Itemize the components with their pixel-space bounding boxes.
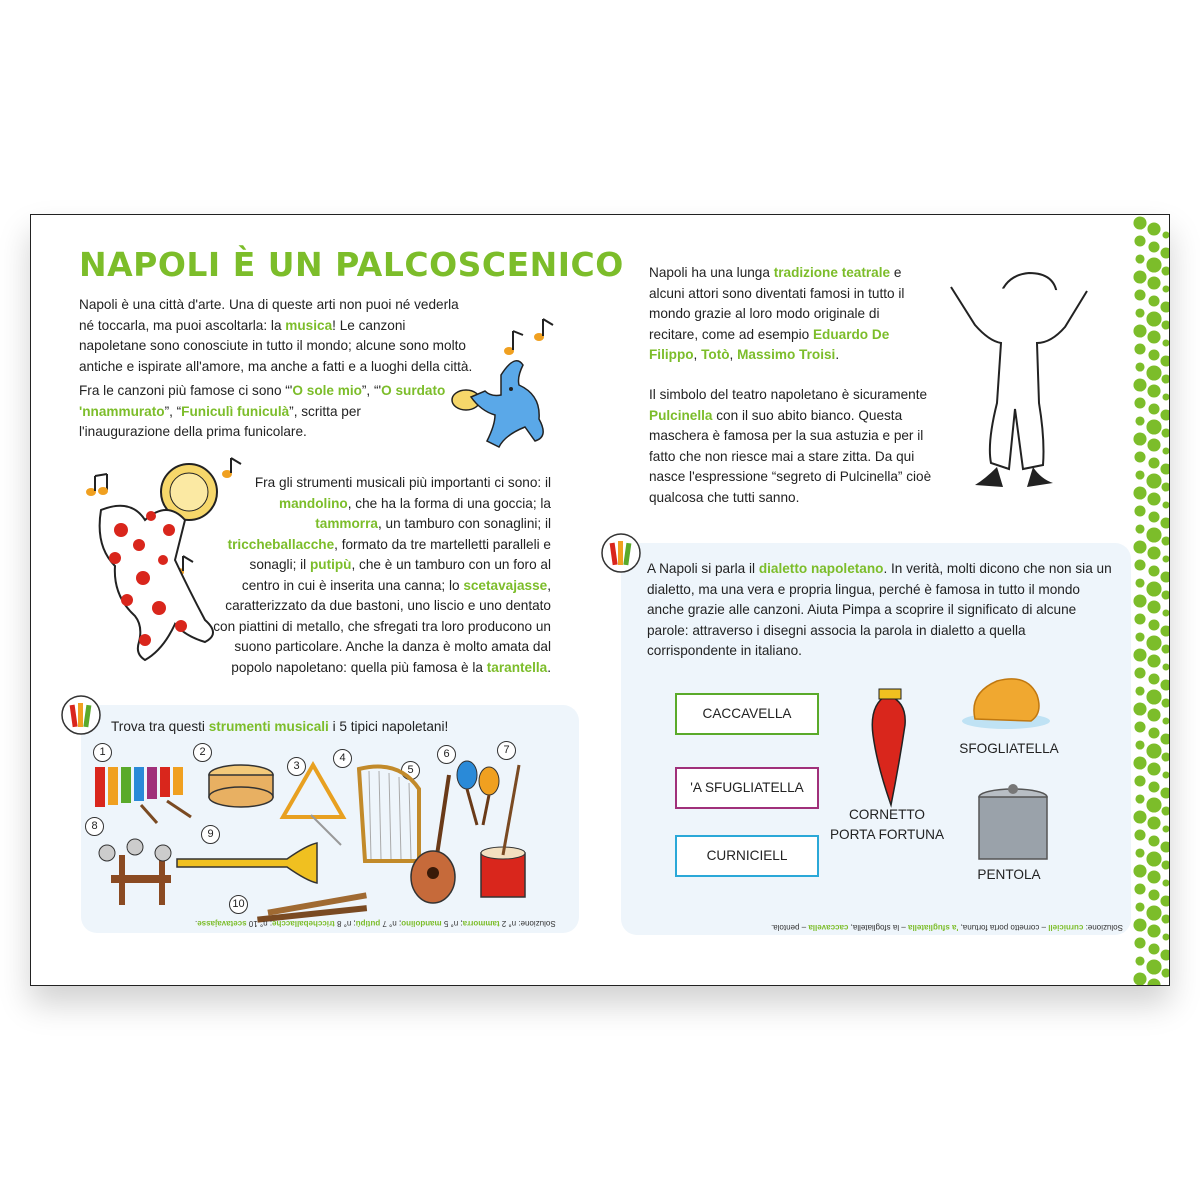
decorative-dot [1133, 972, 1146, 985]
decorative-dot [1161, 752, 1170, 761]
decorative-dot [1162, 879, 1169, 886]
pulcinella-paragraph: Il simbolo del teatro napoletano è sicuramente Pulcinella con il suo abito bianco. Questa maschera è famosa per la sua astuzia e per il fatto che non riesce mai a stare zitta. Da qui nasce l'espressione “segreto di Pulcinella” cioè qualcosa che tutti sanno. [649, 387, 932, 505]
decorative-dot [1162, 393, 1169, 400]
harp [359, 767, 419, 862]
item-number: 6 [437, 745, 456, 764]
decorative-dot [1148, 781, 1159, 792]
decorative-dot [1133, 810, 1146, 823]
item-number: 10 [229, 895, 248, 914]
decorative-dot [1162, 339, 1169, 346]
decorative-dot [1134, 829, 1145, 840]
decorative-dot [1135, 686, 1144, 695]
decorative-dot [1146, 581, 1161, 596]
trumpet [177, 843, 317, 883]
decorative-dot [1134, 775, 1145, 786]
decorative-dot [1147, 276, 1160, 289]
decorative-dot [1162, 825, 1169, 832]
decorative-dot [1160, 841, 1170, 852]
decorative-dot [1161, 320, 1170, 329]
decorative-dot [1146, 527, 1161, 542]
decorative-dot [1134, 343, 1145, 354]
decorative-dot [1146, 797, 1161, 812]
decorative-dot [1133, 270, 1146, 283]
decorative-dot [1160, 949, 1170, 960]
decorative-dot [1148, 889, 1159, 900]
decorative-dot [1146, 743, 1161, 758]
decorative-dot [1147, 708, 1160, 721]
decorative-dot [1162, 555, 1169, 562]
item-number: 4 [333, 749, 352, 768]
decorative-dot [1161, 644, 1170, 653]
item-number: 1 [93, 743, 112, 762]
decorative-dot [1134, 289, 1145, 300]
decorative-dot [1148, 727, 1159, 738]
decorative-dot [1147, 492, 1160, 505]
dialect-word-box[interactable]: CURNICIELL [675, 835, 819, 877]
decorative-dot [1147, 978, 1160, 986]
decorative-dot [1161, 590, 1170, 599]
decorative-dot [1135, 578, 1144, 587]
xylophone [95, 767, 191, 823]
decorative-dot [1147, 870, 1160, 883]
decorative-dot [1162, 285, 1169, 292]
decorative-dot [1162, 609, 1169, 616]
decorative-dot [1146, 473, 1161, 488]
decorative-dot [1161, 536, 1170, 545]
decorative-dot [1133, 324, 1146, 337]
decorative-dot [1147, 384, 1160, 397]
decorative-dot [1160, 787, 1170, 798]
decorative-dot [1162, 933, 1169, 940]
decorative-dot [1134, 559, 1145, 570]
decorative-dot [1147, 546, 1160, 559]
decorative-dot [1160, 409, 1170, 420]
item-number: 8 [85, 817, 104, 836]
decorative-dot [1161, 698, 1170, 707]
instruments-exercise-box [81, 705, 579, 933]
decorative-dot [1135, 470, 1144, 479]
decorative-dot [1146, 635, 1161, 650]
dialect-instruction: A Napoli si parla il dialetto napoletano. In verità, molti dicono che non sia un dialetto, ma una vera e propria lingua, perché è famosa in tutto il mondo anche grazie alle canzoni. Aiuta Pimpa a scoprire il significato di alcune parole: attraverso i disegni associa la parola in dialetto a quella corrispondente in italiano. [647, 561, 1112, 658]
tammorra [209, 765, 273, 807]
decorative-dot [1147, 924, 1160, 937]
decorative-dot [1146, 905, 1161, 920]
item-number: 9 [201, 825, 220, 844]
decorative-dot [1135, 362, 1144, 371]
book-spread [30, 214, 1170, 986]
decorative-dot [1146, 959, 1161, 974]
decorative-dot [1135, 254, 1144, 263]
page-title: NAPOLI È UN PALCOSCENICO [79, 245, 624, 284]
decorative-dot [1160, 517, 1170, 528]
decorative-dot [1135, 848, 1144, 857]
decorative-dot [1161, 968, 1170, 977]
decorative-dot [1135, 956, 1144, 965]
decorative-dot [1134, 505, 1145, 516]
decorative-dot [1133, 918, 1146, 931]
dialect-solution: Soluzione: curniciell – cornetto porta fortuna, 'a sfugliatella – la sfogliatella, caccavella – pentola. [771, 923, 1123, 932]
decorative-dot [1162, 771, 1169, 778]
decorative-dot [1134, 613, 1145, 624]
decorative-dot [1161, 914, 1170, 923]
decorative-dot [1161, 266, 1170, 275]
decorative-dot [1135, 902, 1144, 911]
decorative-dot [1148, 403, 1159, 414]
item-number: 2 [193, 743, 212, 762]
rabbit-illustration [441, 315, 571, 455]
decorative-dot [1147, 654, 1160, 667]
decorative-dot [1134, 235, 1145, 246]
decorative-dot [1160, 679, 1170, 690]
decorative-dot [1148, 565, 1159, 576]
decorative-dot [1160, 463, 1170, 474]
decorative-dot [1161, 806, 1170, 815]
decorative-dot [1135, 740, 1144, 749]
decorative-dot [1146, 257, 1161, 272]
decorative-dot [1134, 883, 1145, 894]
decorative-dot [1147, 816, 1160, 829]
decorative-dot [1148, 511, 1159, 522]
decorative-dot [1146, 419, 1161, 434]
decorative-dot [1133, 702, 1146, 715]
decorative-dot [1148, 619, 1159, 630]
decorative-dot [1160, 571, 1170, 582]
decorative-dot [1160, 355, 1170, 366]
decorative-dot [1133, 378, 1146, 391]
dialect-exercise-box [621, 543, 1131, 935]
decorative-dot [1135, 416, 1144, 425]
decorative-dot [1146, 365, 1161, 380]
decorative-dot [1134, 397, 1145, 408]
songs-paragraph: Fra le canzoni più famose ci sono “'O sole mio”, “'O surdato 'nnammurato”, “Funiculì funiculà”, scritta per l'inaugurazione della prima funicolare. [79, 383, 446, 439]
instruments-paragraph: Fra gli strumenti musicali più importanti ci sono: il mandolino, che ha la forma di una goccia; la tammorra, un tamburo con sonaglini; il triccheballacche, formato da tre martelletti paralleli e sonagli; il putipù, che è un tamburo con un foro al centro in cui è inserita una canna; lo scetavajasse, caratterizzato da due bastoni, uno liscio e uno dentato con piattini di metallo, che sfregati tra loro producono un suono particolare. Anche la danza è molto amata dal popolo napoletano: quella più famosa è la tarantella. [213, 475, 551, 675]
decorative-dot [1133, 432, 1146, 445]
decorative-dot [1162, 717, 1169, 724]
item-number: 7 [497, 741, 516, 760]
decorative-dot [1148, 295, 1159, 306]
decorative-dot [1146, 311, 1161, 326]
decorative-dot [1135, 524, 1144, 533]
decorative-dot [1135, 794, 1144, 803]
decorative-dot [1160, 301, 1170, 312]
decorative-dot [1160, 895, 1170, 906]
decorative-dot [1161, 482, 1170, 491]
pulcinella-illustration [941, 267, 1101, 497]
decorative-dot [1147, 438, 1160, 451]
decorative-dot [1148, 835, 1159, 846]
item-number: 3 [287, 757, 306, 776]
decorative-dot [1133, 648, 1146, 661]
instruments-drawings [81, 705, 579, 933]
sfogliatella-label: SFOGLIATELLA [959, 741, 1059, 756]
decorative-dot [1133, 540, 1146, 553]
decorative-dot [1148, 349, 1159, 360]
decorative-dot [1148, 457, 1159, 468]
horn-charm-illustration [857, 685, 917, 805]
decorative-dot [1148, 241, 1159, 252]
decorative-dot [1161, 374, 1170, 383]
decorative-dot [1134, 451, 1145, 462]
decorative-dot [1135, 308, 1144, 317]
decorative-dot [1148, 943, 1159, 954]
pencils-icon [601, 531, 641, 575]
decorative-dot [1133, 486, 1146, 499]
maracas [457, 761, 499, 825]
intro-paragraph: Napoli è una città d'arte. Una di queste arti non puoi né vederla né toccarla, ma puoi ascoltarla: la musica! Le canzoni napoletane sono conosciute in tutto il mondo; alcune sono molto antiche e ispirate all'amore, ma anche a fatti e a luoghi della città. [79, 297, 473, 374]
decorative-dot [1148, 673, 1159, 684]
decorative-dot [1160, 247, 1170, 258]
triangle [283, 765, 343, 845]
music-note-icon [504, 319, 553, 355]
decorative-dot [1147, 762, 1160, 775]
instruments-solution: Soluzione: n° 2 tammorra; n° 5 mandolino; n° 7 putipù; n° 8 triccheballacche; n° 10 scetavajasse. [195, 919, 556, 928]
decorative-dot [1133, 216, 1146, 229]
decorative-dot [1162, 447, 1169, 454]
decorative-dot [1161, 860, 1170, 869]
decorative-dot [1133, 594, 1146, 607]
decorative-dot [1162, 231, 1169, 238]
decorative-dot [1134, 721, 1145, 732]
sfogliatella-illustration [961, 673, 1051, 733]
dialect-word-box[interactable]: 'A SFUGLIATELLA [675, 767, 819, 809]
theatre-paragraph: Napoli ha una lunga tradizione teatrale e alcuni attori sono diventati famosi in tutto il mondo grazie al loro modo originale di recitare, come ad esempio Eduardo De Filippo, Totò, Massimo Troisi. [649, 265, 905, 362]
pot-label: PENTOLA [977, 867, 1041, 882]
decorative-dot [1135, 632, 1144, 641]
horn-label: CORNETTO PORTA FORTUNA [829, 807, 945, 842]
decorative-dot [1161, 428, 1170, 437]
decorative-dot [1133, 864, 1146, 877]
dot-border [1127, 215, 1169, 985]
triccheballacche [99, 839, 171, 905]
dialect-word-box[interactable]: CACCAVELLA [675, 693, 819, 735]
decorative-dot [1146, 851, 1161, 866]
pot-illustration [975, 783, 1051, 863]
decorative-dot [1162, 663, 1169, 670]
exercise-instruction: Trova tra questi strumenti musicali i 5 tipici napoletani! [111, 719, 449, 734]
item-number: 5 [401, 761, 420, 780]
decorative-dot [1160, 625, 1170, 636]
decorative-dot [1147, 222, 1160, 235]
decorative-dot [1146, 689, 1161, 704]
decorative-dot [1133, 756, 1146, 769]
decorative-dot [1134, 937, 1145, 948]
decorative-dot [1147, 600, 1160, 613]
decorative-dot [1134, 667, 1145, 678]
decorative-dot [1147, 330, 1160, 343]
decorative-dot [1162, 501, 1169, 508]
decorative-dot [1160, 733, 1170, 744]
